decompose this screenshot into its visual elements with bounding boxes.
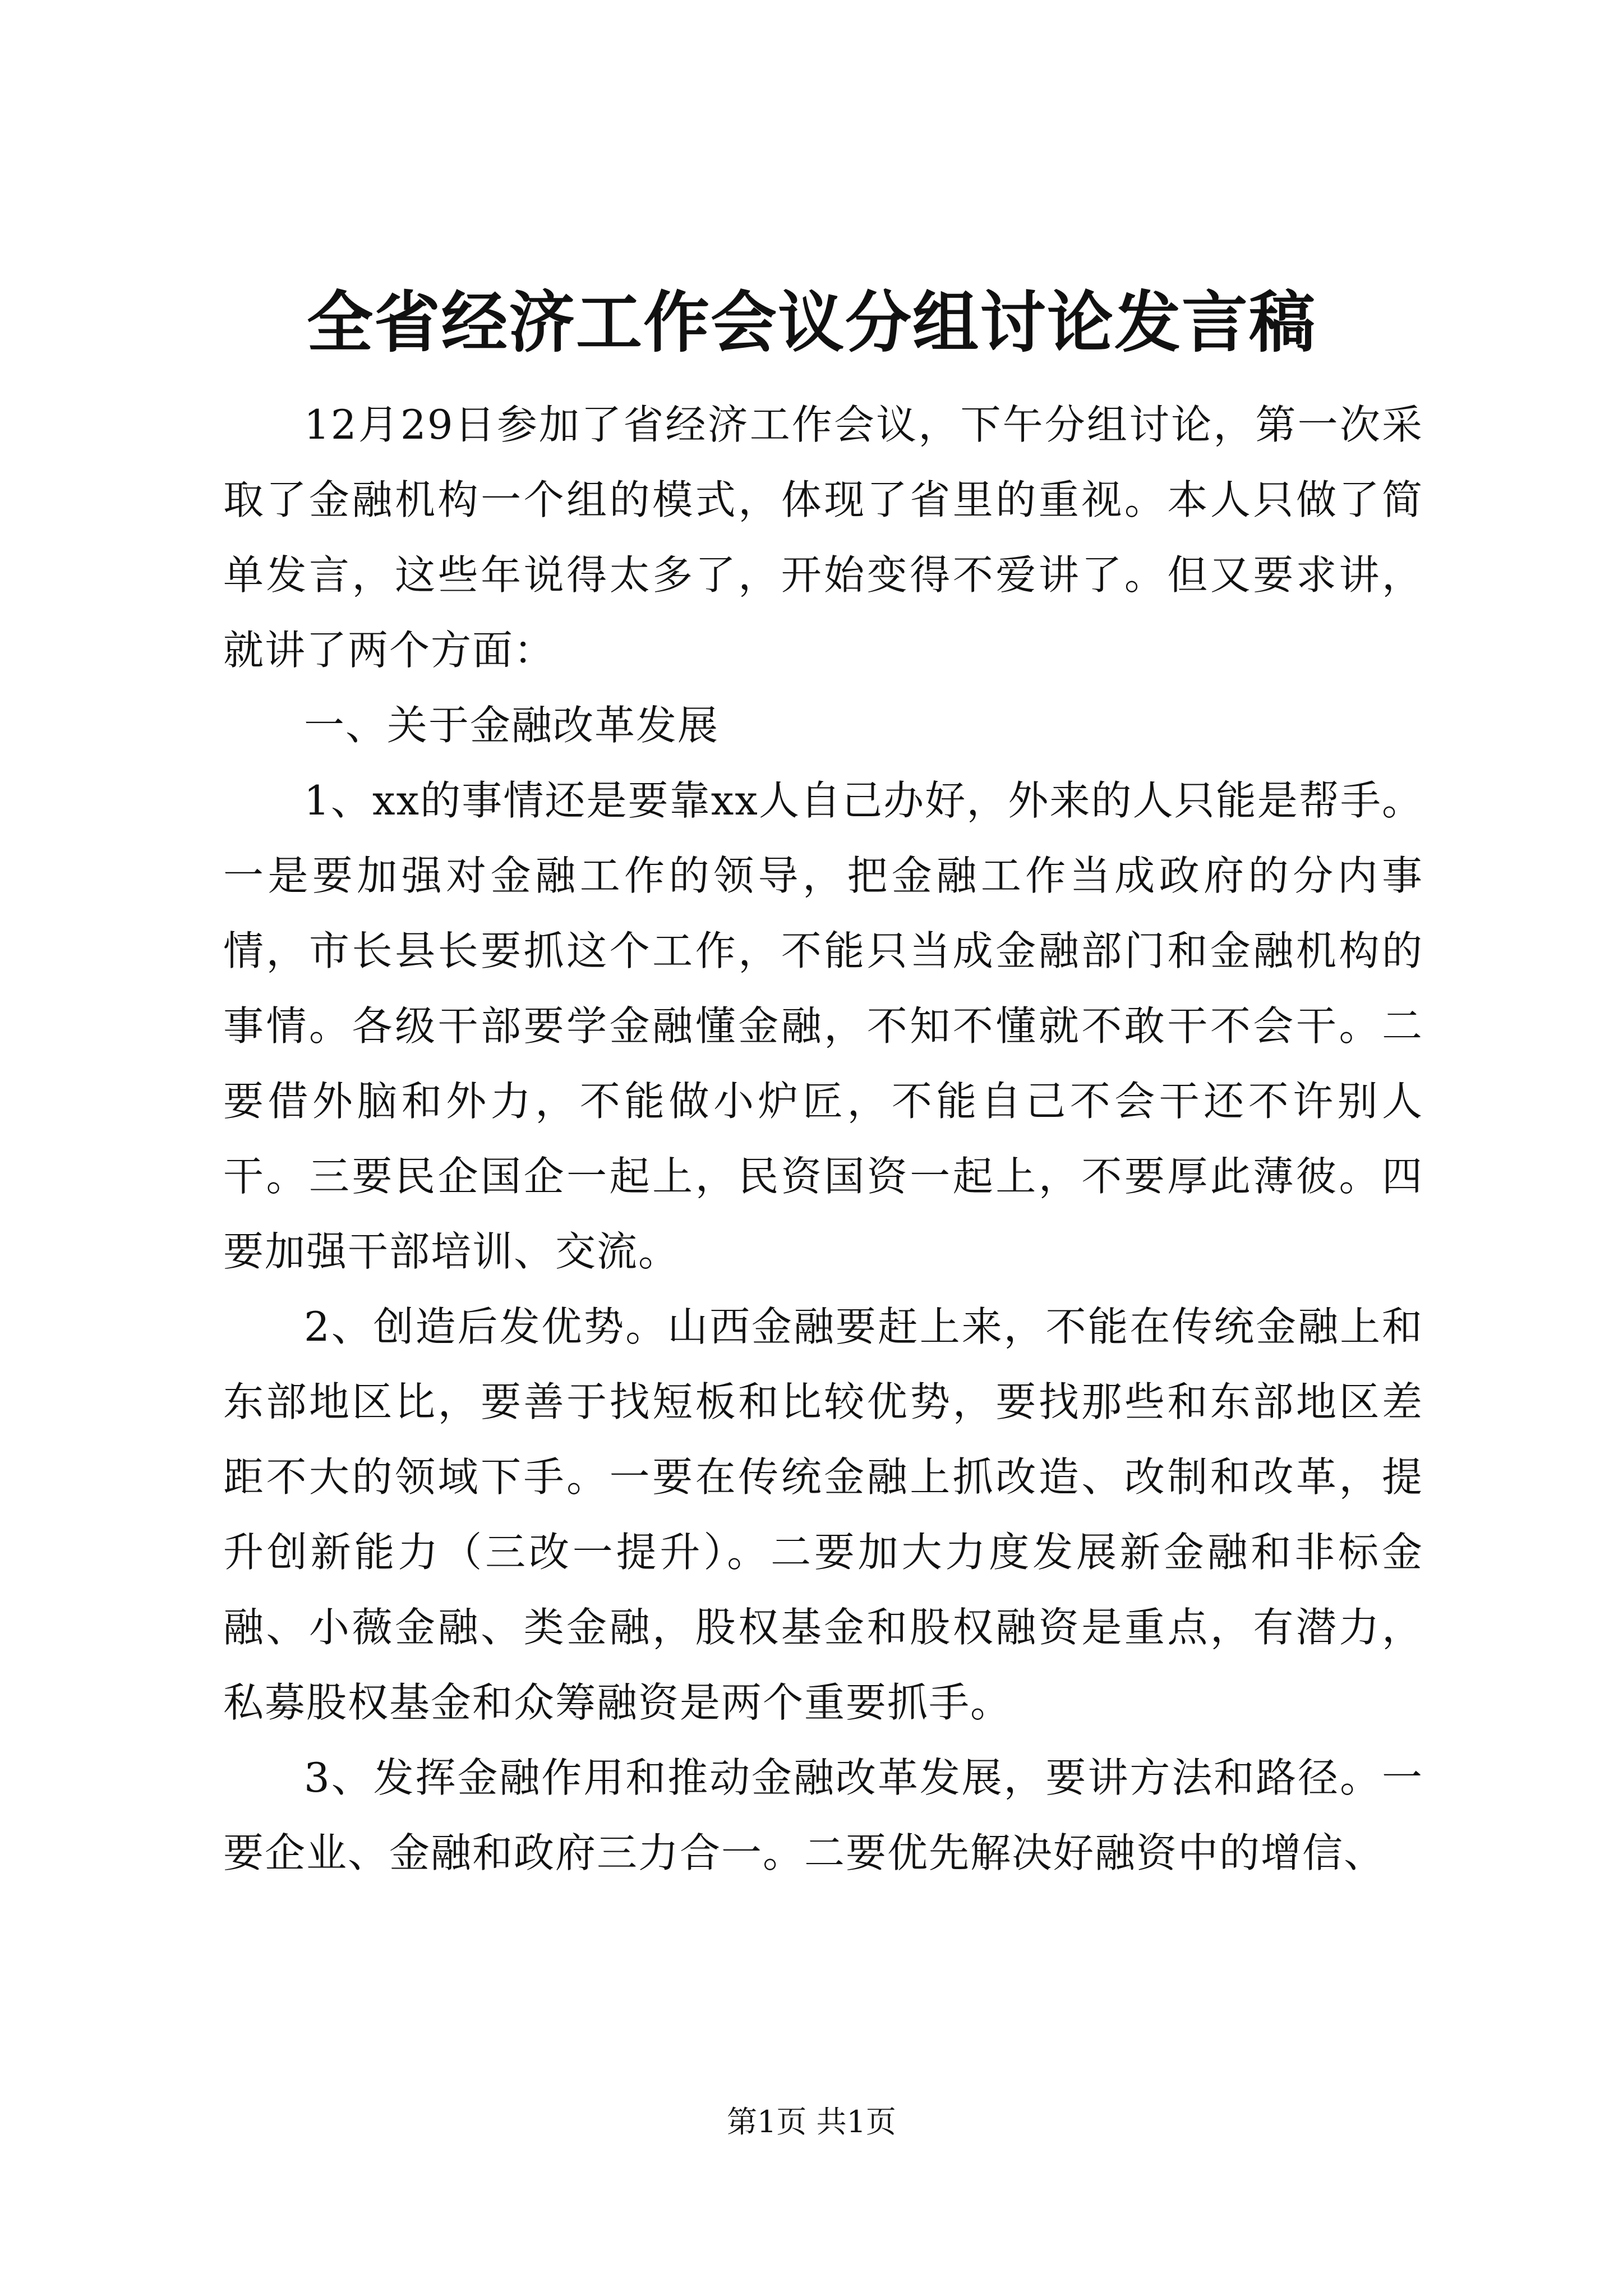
paragraph-intro: 12月29日参加了省经济工作会议，下午分组讨论，第一次采取了金融机构一个组的模式，体现了省里的重视。本人只做了简单发言，这些年说得太多了，开始变得不爱讲了。但又要求讲，就讲了两个方面：: [223, 401, 1423, 674]
paragraph-point-2: 2、创造后发优势。山西金融要赶上来，不能在传统金融上和东部地区比，要善于找短板和比较优势，要找那些和东部地区差距不大的领域下手。一要在传统金融上抓改造、改制和改革，提升创新能力（三改一提升）。二要加大力度发展新金融和非标金融、小薇金融、类金融，股权基金和股权融资是重点，有潜力，私募股权基金和众筹融资是两个重要抓手。: [223, 1303, 1423, 1726]
document-title: 全省经济工作会议分组讨论发言稿: [306, 283, 1316, 361]
document-body: [223, 387, 1423, 1890]
paragraph-point-1: 1、xx的事情还是要靠xx人自己办好，外来的人只能是帮手。一是要加强对金融工作的领导，把金融工作当成政府的分内事情，市长县长要抓这个工作，不能只当成金融部门和金融机构的事情。各级干部要学金融懂金融，不知不懂就不敢干不会干。二要借外脑和外力，不能做小炉匠，不能自己不会干还不许别人干。三要民企国企一起上，民资国资一起上，不要厚此薄彼。四要加强干部培训、交流。: [223, 777, 1423, 1275]
section-heading: 一、关于金融改革发展: [304, 702, 720, 749]
paragraph-point-3: 3、发挥金融作用和推动金融改革发展，要讲方法和路径。一要企业、金融和政府三力合一。二要优先解决好融资中的增信、: [223, 1754, 1423, 1876]
page-number-footer: 第1页 共1页: [727, 2104, 896, 2139]
